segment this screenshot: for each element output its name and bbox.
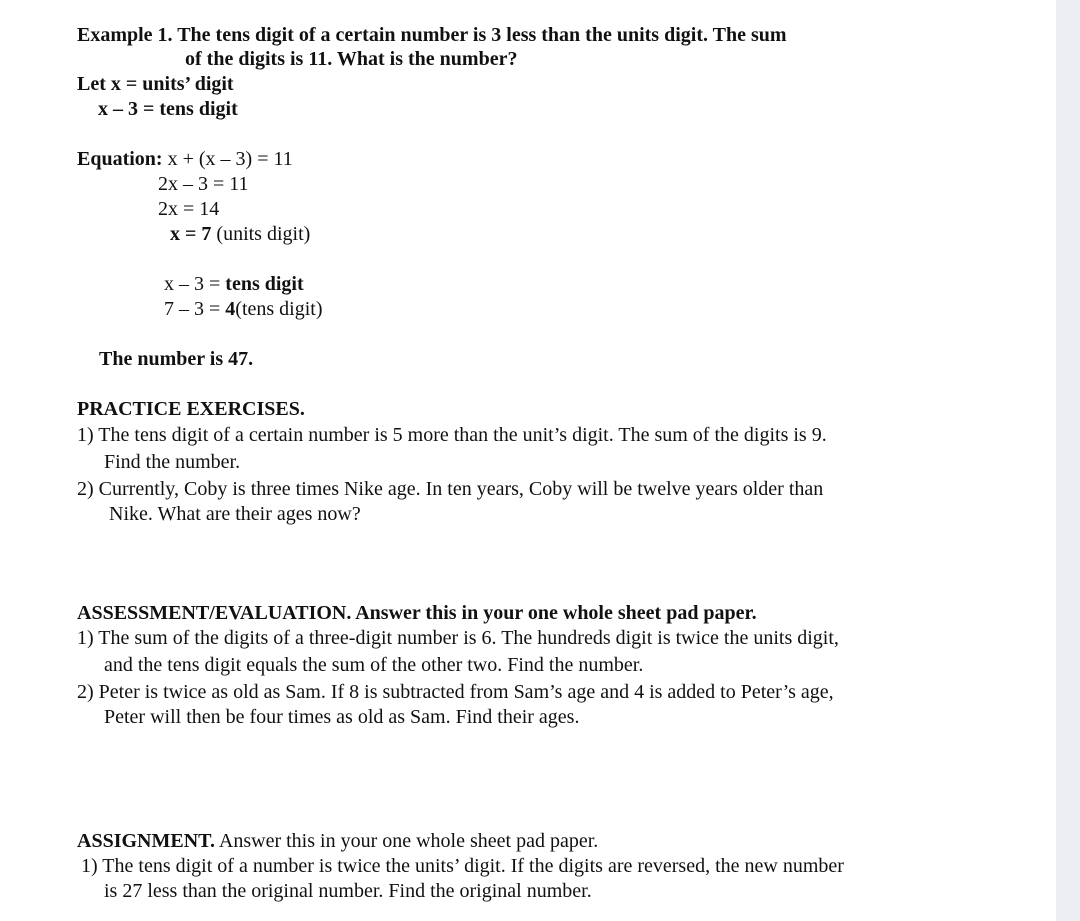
equation-expression: x + (x – 3) = 11	[167, 148, 293, 170]
units-result: x = 7	[170, 223, 212, 245]
assessment-item-1-line-1: 1) The sum of the digits of a three-digit number is 6. The hundreds digit is twice the units digit,	[77, 627, 839, 649]
practice-item-2-line-1: 2) Currently, Coby is three times Nike age. In ten years, Coby will be twelve years older than	[77, 478, 824, 500]
equation-step-3	[170, 222, 310, 246]
units-result-note: (units digit)	[216, 223, 311, 245]
tens-digit-line	[164, 272, 304, 296]
equation-step-1: 2x – 3 = 11	[158, 173, 249, 195]
right-side-panel-strip	[1056, 0, 1080, 921]
let-units-line: Let x = units’ digit	[77, 73, 234, 95]
assessment-item-1-line-2: and the tens digit equals the sum of the other two. Find the number.	[104, 654, 644, 676]
equation-label: Equation:	[77, 148, 163, 170]
practice-item-2-line-2: Nike. What are their ages now?	[109, 503, 361, 525]
example-title-line-1: Example 1. The tens digit of a certain number is 3 less than the units digit. The sum	[77, 24, 787, 46]
tens-calc-lhs: 7 – 3 =	[164, 298, 221, 320]
example-answer: The number is 47.	[99, 348, 254, 370]
practice-item-1-line-1: 1) The tens digit of a certain number is 5 more than the unit’s digit. The sum of the digits is 9.	[77, 424, 827, 446]
tens-calc-result: 4	[225, 298, 236, 320]
assignment-instruction: Answer this in your one whole sheet pad paper.	[218, 830, 599, 852]
let-tens-line: x – 3 = tens digit	[98, 98, 238, 120]
practice-heading: PRACTICE EXERCISES.	[77, 398, 305, 420]
tens-calc-note: (tens digit)	[235, 298, 323, 320]
example-title-line-2: of the digits is 11. What is the number?	[185, 48, 518, 70]
equation-step-2: 2x = 14	[158, 198, 220, 220]
tens-digit-lhs: x – 3 =	[164, 273, 221, 295]
assessment-item-2-line-2: Peter will then be four times as old as Sam. Find their ages.	[104, 706, 580, 728]
assignment-item-1-line-1: 1) The tens digit of a number is twice the units’ digit. If the digits are reversed, the new number	[81, 855, 844, 877]
assignment-item-1-line-2: is 27 less than the original number. Find the original number.	[104, 880, 592, 902]
assessment-item-2-line-1: 2) Peter is twice as old as Sam. If 8 is subtracted from Sam’s age and 4 is added to Peter’s age,	[77, 681, 834, 703]
tens-digit-rhs: tens digit	[225, 273, 304, 295]
assignment-heading-line	[77, 829, 598, 853]
equation-line	[77, 147, 293, 171]
tens-digit-calc-line	[164, 297, 323, 321]
practice-item-1-line-2: Find the number.	[104, 451, 241, 473]
assessment-heading: ASSESSMENT/EVALUATION. Answer this in your one whole sheet pad paper.	[77, 602, 757, 624]
assignment-heading: ASSIGNMENT.	[77, 830, 215, 852]
